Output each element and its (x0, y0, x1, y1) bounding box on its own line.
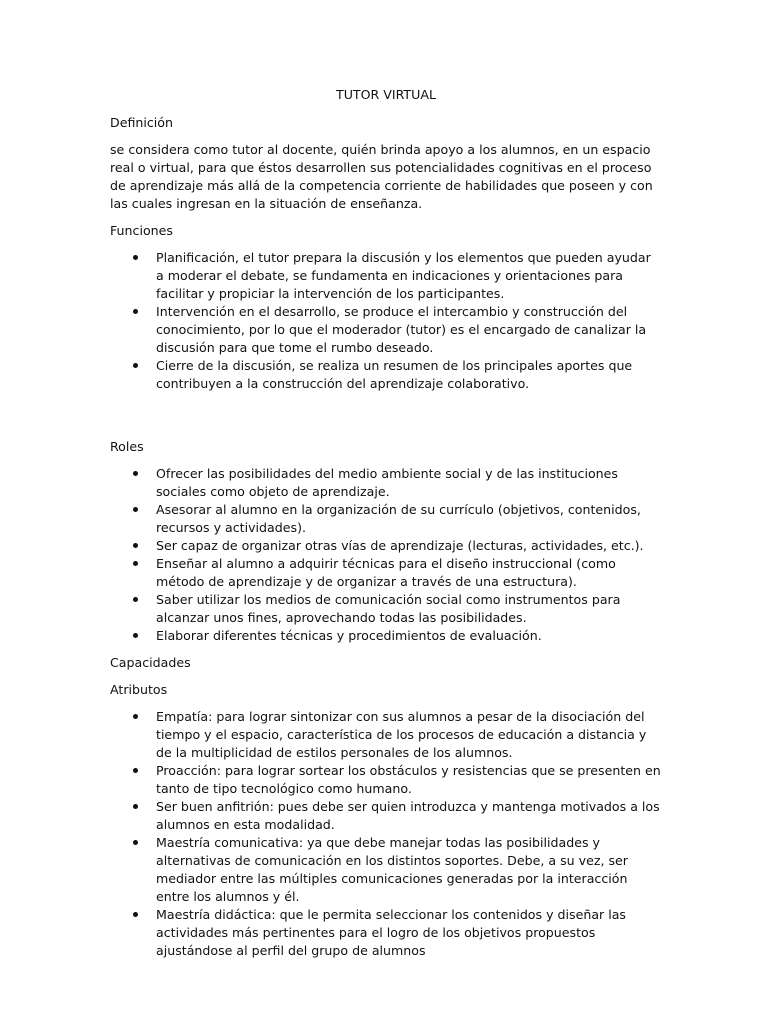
document-page (110, 86, 662, 969)
list-item (110, 303, 662, 357)
bullet-icon (133, 633, 138, 638)
list-item (110, 537, 662, 555)
list-item-text: Enseñar al alumno a adquirir técnicas para el diseño instruccional (como método de aprendizaje y de organizar a través de una estructura). (156, 556, 616, 589)
bullet-icon (133, 804, 138, 809)
list-item-text: Saber utilizar los medios de comunicación social como instrumentos para alcanzar unos fines, aprovechando todas las posibilidades. (156, 592, 621, 625)
list-item-text: Empatía: para lograr sintonizar con sus alumnos a pesar de la disociación del tiempo y el espacio, característica de los procesos de educación a distancia y de la multiplicidad de estilos personales de los alumnos. (156, 709, 647, 760)
bullet-icon (133, 768, 138, 773)
atributos-list (110, 708, 662, 960)
bullet-icon (133, 840, 138, 845)
list-item (110, 357, 662, 393)
heading-capacidades: Capacidades (110, 655, 191, 670)
list-item-text: Elaborar diferentes técnicas y procedimientos de evaluación. (156, 628, 542, 643)
bullet-icon (133, 714, 138, 719)
bullet-icon (133, 507, 138, 512)
list-item-text: Planificación, el tutor prepara la discusión y los elementos que pueden ayudar a moderar el debate, se fundamenta en indicaciones y orientaciones para facilitar y propiciar la intervención de los participantes. (156, 250, 651, 301)
funciones-list (110, 249, 662, 393)
list-item-text: Proacción: para lograr sortear los obstáculos y resistencias que se presenten en tanto de tipo tecnológico como humano. (156, 763, 661, 796)
list-item (110, 591, 662, 627)
list-item (110, 798, 662, 834)
list-item-text: Maestría comunicativa: ya que debe manejar todas las posibilidades y alternativas de comunicación en los distintos soportes. Debe, a su vez, ser mediador entre las múltiples comunicaciones generadas por la interacción entre los alumnos y él. (156, 835, 628, 904)
roles-list (110, 465, 662, 645)
bullet-icon (133, 309, 138, 314)
list-item-text: Cierre de la discusión, se realiza un resumen de los principales aportes que contribuyen a la construcción del aprendizaje colaborativo. (156, 358, 633, 391)
heading-funciones: Funciones (110, 223, 173, 238)
bullet-icon (133, 912, 138, 917)
list-item-text: Ofrecer las posibilidades del medio ambiente social y de las instituciones sociales como objeto de aprendizaje. (156, 466, 618, 499)
list-item (110, 834, 662, 906)
definicion-paragraph: se considera como tutor al docente, quién brinda apoyo a los alumnos, en un espacio real o virtual, para que éstos desarrollen sus potencialidades cognitivas en el proceso de aprendizaje más allá de la competencia corriente de habilidades que poseen y con las cuales ingresan en la situación de enseñanza. (110, 142, 653, 211)
heading-roles: Roles (110, 439, 144, 454)
list-item (110, 501, 662, 537)
heading-atributos: Atributos (110, 682, 168, 697)
list-item-text: Maestría didáctica: que le permita seleccionar los contenidos y diseñar las actividades más pertinentes para el logro de los objetivos propuestos ajustándose al perfil del grupo de alumnos (156, 907, 626, 958)
list-item-text: Ser capaz de organizar otras vías de aprendizaje (lecturas, actividades, etc.). (156, 538, 644, 553)
bullet-icon (133, 363, 138, 368)
list-item (110, 465, 662, 501)
list-item (110, 762, 662, 798)
list-item (110, 708, 662, 762)
list-item (110, 906, 662, 960)
heading-definicion: Definición (110, 115, 173, 130)
bullet-icon (133, 255, 138, 260)
bullet-icon (133, 543, 138, 548)
bullet-icon (133, 471, 138, 476)
bullet-icon (133, 561, 138, 566)
list-item (110, 249, 662, 303)
document-title: TUTOR VIRTUAL (336, 87, 436, 102)
list-item (110, 555, 662, 591)
list-item (110, 627, 662, 645)
bullet-icon (133, 597, 138, 602)
list-item-text: Asesorar al alumno en la organización de su currículo (objetivos, contenidos, recursos y actividades). (156, 502, 641, 535)
list-item-text: Ser buen anfitrión: pues debe ser quien introduzca y mantenga motivados a los alumnos en esta modalidad. (156, 799, 660, 832)
blank-line (110, 402, 662, 438)
list-item-text: Intervención en el desarrollo, se produce el intercambio y construcción del conocimiento, por lo que el moderador (tutor) es el encargado de canalizar la discusión para que tome el rumbo deseado. (156, 304, 647, 355)
